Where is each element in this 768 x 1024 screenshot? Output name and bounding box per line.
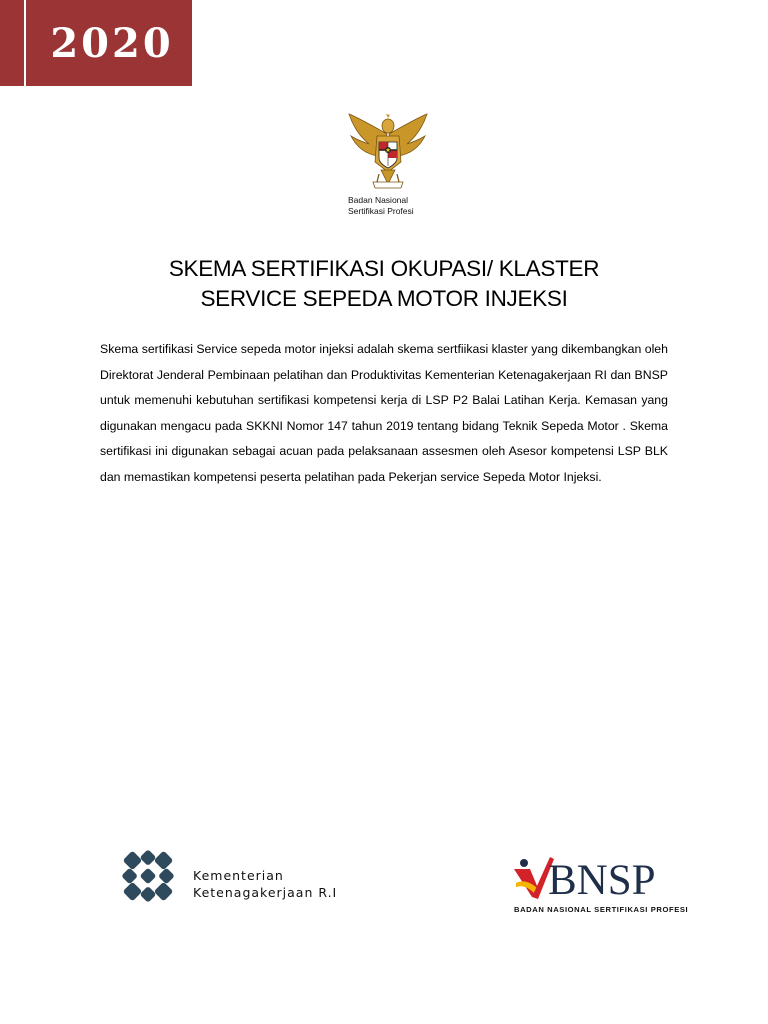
description-paragraph: Skema sertifikasi Service sepeda motor injeksi adalah skema sertfiikasi klaster yang dikembangkan oleh Direktorat Jenderal Pembinaan pelatihan dan Produktivitas Kementerian Ketenagakerjaan RI dan BNSP untuk memenuhi kebutuhan sertifikasi kompetensi kerja di LSP P2 Balai Latihan Kerja. Kemasan yang digunakan mengacu pada SKKNI Nomor 147 tahun 2019 tentang bidang Teknik Sepeda Motor . Skema sertifikasi ini digunakan sebagai acuan pada pelaksanaan assesmen oleh Asesor kompetensi LSP BLK dan memastikan kompetensi peserta pelatihan pada Pekerjan service Sepeda Motor Injeksi. — [100, 342, 668, 484]
kemnaker-name — [193, 867, 337, 901]
emblem-caption — [348, 195, 468, 217]
document-title — [0, 254, 768, 314]
banner-stripe — [0, 0, 26, 86]
garuda-emblem-icon — [343, 112, 433, 192]
kemnaker-logo-icon — [115, 843, 181, 909]
bnsp-wordmark: BNSP — [548, 857, 656, 904]
bnsp-subtitle: BADAN NASIONAL SERTIFIKASI PROFESI — [514, 905, 689, 914]
year-label: 2020 — [50, 19, 174, 67]
title-line-2: SERVICE SEPEDA MOTOR INJEKSI — [200, 286, 568, 311]
title-line-1: SKEMA SERTIFIKASI OKUPASI/ KLASTER — [168, 256, 600, 281]
year-banner — [0, 0, 192, 86]
emblem-caption-line1: Badan Nasional — [348, 195, 409, 205]
kemnaker-line2: Ketenagakerjaan R.I — [193, 885, 338, 900]
kemnaker-line1: Kementerian — [193, 868, 284, 883]
emblem-caption-line2: Sertifikasi Profesi — [348, 206, 414, 216]
